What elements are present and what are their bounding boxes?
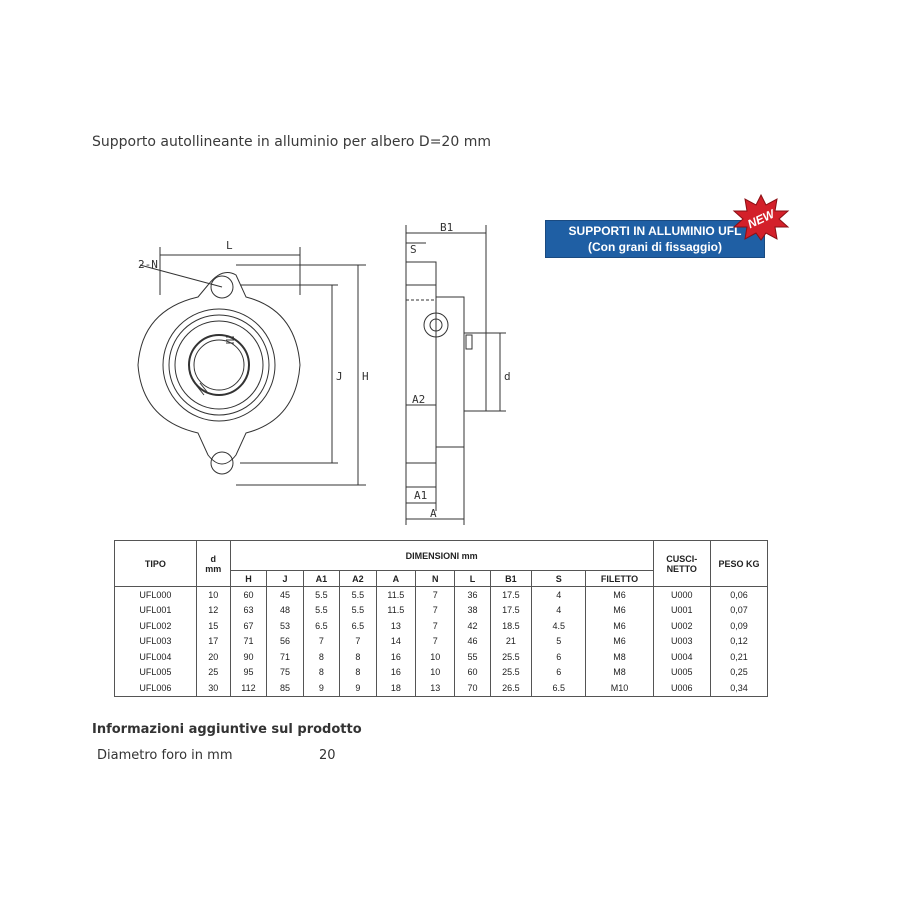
table-cell: U000 xyxy=(653,587,710,603)
table-cell: 25 xyxy=(196,665,230,681)
label-a: A xyxy=(430,507,437,520)
table-cell: 70 xyxy=(455,680,490,696)
subheader-cell: A2 xyxy=(340,571,376,587)
table-cell: 8 xyxy=(303,665,339,681)
table-cell: U003 xyxy=(653,634,710,650)
label-d: d xyxy=(504,370,511,383)
table-cell: UFL002 xyxy=(115,618,197,634)
header-cuscinetto-1: CUSCI- xyxy=(666,553,698,564)
subheader-cell: S xyxy=(532,571,586,587)
page-subtitle: Supporto autollineante in alluminio per albero D=20 mm xyxy=(92,134,491,150)
table-cell: 9 xyxy=(340,680,376,696)
header-peso: PESO KG xyxy=(710,541,767,587)
table-row xyxy=(115,680,768,696)
header-d xyxy=(196,541,230,587)
table-cell: U004 xyxy=(653,649,710,665)
table-cell: 16 xyxy=(376,649,416,665)
badge-text: NEW xyxy=(745,206,777,232)
table-cell: 5.5 xyxy=(303,603,339,619)
info-label: Diametro foro in mm xyxy=(97,748,233,763)
label-b1: B1 xyxy=(440,221,454,234)
header-d-unit: mm xyxy=(205,563,222,574)
table-cell: 17.5 xyxy=(490,603,531,619)
subheader-cell: N xyxy=(416,571,455,587)
table-cell: 0,07 xyxy=(710,603,767,619)
table-cell: 0,09 xyxy=(710,618,767,634)
table-cell: 6.5 xyxy=(532,680,586,696)
table-cell: UFL000 xyxy=(115,587,197,603)
table-cell: 0,12 xyxy=(710,634,767,650)
table-cell: 11.5 xyxy=(376,587,416,603)
table-cell: 9 xyxy=(303,680,339,696)
table-cell: 18.5 xyxy=(490,618,531,634)
table-cell: 46 xyxy=(455,634,490,650)
banner-line-1: SUPPORTI IN ALLUMINIO UFL xyxy=(568,224,742,238)
table-cell: 17.5 xyxy=(490,587,531,603)
table-cell: 13 xyxy=(376,618,416,634)
info-value: 20 xyxy=(319,748,336,763)
table-cell: 53 xyxy=(267,618,303,634)
subheader-cell: FILETTO xyxy=(586,571,653,587)
subheader-cell: A1 xyxy=(303,571,339,587)
table-cell: M6 xyxy=(586,634,653,650)
table-cell: 0,06 xyxy=(710,587,767,603)
table-cell: M6 xyxy=(586,618,653,634)
table-cell: 11.5 xyxy=(376,603,416,619)
table-row xyxy=(115,618,768,634)
table-cell: 8 xyxy=(303,649,339,665)
subheader-cell: B1 xyxy=(490,571,531,587)
table-cell: 25.5 xyxy=(490,649,531,665)
table-cell: 42 xyxy=(455,618,490,634)
table-cell: 63 xyxy=(230,603,267,619)
table-cell: 7 xyxy=(416,618,455,634)
table-cell: 71 xyxy=(230,634,267,650)
table-cell: 85 xyxy=(267,680,303,696)
table-cell: 7 xyxy=(303,634,339,650)
table-cell: 20 xyxy=(196,649,230,665)
table-cell: M6 xyxy=(586,603,653,619)
table-cell: 21 xyxy=(490,634,531,650)
table-cell: 112 xyxy=(230,680,267,696)
table-cell: 7 xyxy=(416,603,455,619)
table-row xyxy=(115,634,768,650)
table-cell: 8 xyxy=(340,649,376,665)
table-cell: 17 xyxy=(196,634,230,650)
bearing-technical-drawing xyxy=(100,215,520,530)
table-cell: M10 xyxy=(586,680,653,696)
new-badge xyxy=(730,193,792,241)
table-cell: 6 xyxy=(532,665,586,681)
table-cell: UFL005 xyxy=(115,665,197,681)
table-cell: 25.5 xyxy=(490,665,531,681)
table-cell: 7 xyxy=(416,587,455,603)
table-cell: 10 xyxy=(196,587,230,603)
table-cell: 14 xyxy=(376,634,416,650)
spec-table-body xyxy=(115,587,768,697)
table-cell: 5.5 xyxy=(303,587,339,603)
table-cell: 4.5 xyxy=(532,618,586,634)
table-cell: 55 xyxy=(455,649,490,665)
table-cell: 10 xyxy=(416,649,455,665)
table-cell: UFL004 xyxy=(115,649,197,665)
table-cell: U002 xyxy=(653,618,710,634)
table-cell: 45 xyxy=(267,587,303,603)
label-j: J xyxy=(336,370,343,383)
subheader-cell: L xyxy=(455,571,490,587)
subheader-cell: J xyxy=(267,571,303,587)
table-cell: U001 xyxy=(653,603,710,619)
table-cell: UFL006 xyxy=(115,680,197,696)
table-cell: 71 xyxy=(267,649,303,665)
subheader-cell: H xyxy=(230,571,267,587)
table-cell: 36 xyxy=(455,587,490,603)
header-dimensioni: DIMENSIONI mm xyxy=(230,541,653,571)
table-cell: 10 xyxy=(416,665,455,681)
label-h: H xyxy=(362,370,369,383)
table-cell: 18 xyxy=(376,680,416,696)
table-cell: 26.5 xyxy=(490,680,531,696)
table-cell: 0,21 xyxy=(710,649,767,665)
table-cell: 5.5 xyxy=(340,587,376,603)
table-cell: 6.5 xyxy=(340,618,376,634)
table-cell: 67 xyxy=(230,618,267,634)
table-cell: UFL001 xyxy=(115,603,197,619)
table-cell: 12 xyxy=(196,603,230,619)
label-a1: A1 xyxy=(414,489,428,502)
table-cell: 95 xyxy=(230,665,267,681)
table-row xyxy=(115,587,768,603)
header-d-label: d xyxy=(210,553,216,564)
header-cuscinetto-2: NETTO xyxy=(666,563,697,574)
table-row xyxy=(115,649,768,665)
table-cell: 48 xyxy=(267,603,303,619)
label-a2: A2 xyxy=(412,393,426,406)
table-cell: 38 xyxy=(455,603,490,619)
header-cuscinetto xyxy=(653,541,710,587)
table-cell: M6 xyxy=(586,587,653,603)
spec-table xyxy=(114,540,768,697)
banner-line-2: (Con grani di fissaggio) xyxy=(588,240,722,254)
table-cell: 6 xyxy=(532,649,586,665)
table-cell: 4 xyxy=(532,587,586,603)
table-cell: 60 xyxy=(455,665,490,681)
table-cell: 13 xyxy=(416,680,455,696)
table-cell: U005 xyxy=(653,665,710,681)
table-cell: 8 xyxy=(340,665,376,681)
table-cell: 15 xyxy=(196,618,230,634)
table-cell: 0,25 xyxy=(710,665,767,681)
table-row xyxy=(115,665,768,681)
table-cell: U006 xyxy=(653,680,710,696)
table-cell: 30 xyxy=(196,680,230,696)
table-cell: UFL003 xyxy=(115,634,197,650)
subheader-cell: A xyxy=(376,571,416,587)
info-title: Informazioni aggiuntive sul prodotto xyxy=(92,722,362,737)
label-l: L xyxy=(226,239,233,252)
table-cell: 5.5 xyxy=(340,603,376,619)
table-row xyxy=(115,603,768,619)
table-cell: 7 xyxy=(340,634,376,650)
table-cell: 90 xyxy=(230,649,267,665)
table-cell: 4 xyxy=(532,603,586,619)
table-cell: 0,34 xyxy=(710,680,767,696)
table-cell: 16 xyxy=(376,665,416,681)
table-cell: 56 xyxy=(267,634,303,650)
table-cell: 75 xyxy=(267,665,303,681)
table-cell: 5 xyxy=(532,634,586,650)
table-cell: 60 xyxy=(230,587,267,603)
label-s: S xyxy=(410,243,417,256)
table-cell: 7 xyxy=(416,634,455,650)
label-2n: 2-N xyxy=(138,258,158,271)
table-cell: M8 xyxy=(586,665,653,681)
table-cell: 6.5 xyxy=(303,618,339,634)
header-tipo: TIPO xyxy=(115,541,197,587)
table-cell: M8 xyxy=(586,649,653,665)
